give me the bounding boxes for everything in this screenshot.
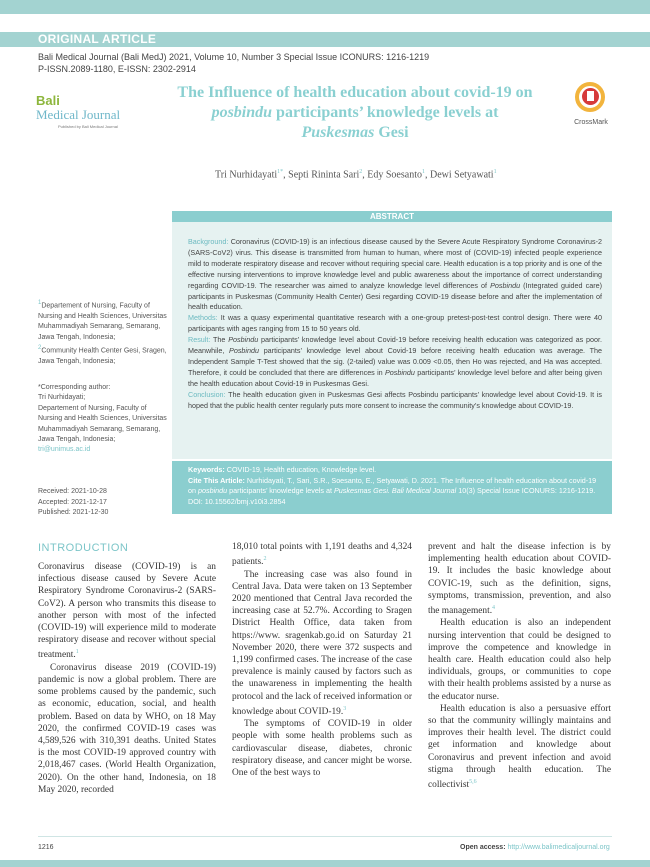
abstract-paragraph: participants’ knowledge level about Covid-19 before receiving health education was categorized as poor. Meanwhile, [188, 335, 602, 356]
body-paragraph: Health education is also an independent nursing intervention that could be designed to improve the competence and knowledge in health care. Health education could also help individuals, groups, or communities to cope with their health problems assisted by a nurse as the educator nurse. [428, 618, 611, 702]
crossmark-label: CrossMark [574, 119, 608, 126]
keywords-box [172, 461, 612, 514]
author-list: Tri Nurhidayati$^{1*}$, Septi Rininta Sari$^2$, Edy Soesanto$^1$, Dewi Setyawati$^1$ [215, 169, 497, 181]
open-access-label: Open access: [460, 844, 508, 851]
reference-sup[interactable]: 3 [343, 705, 347, 712]
author-name: Dewi Setyawati [429, 169, 494, 181]
section-label: ORIGINAL ARTICLE [38, 32, 157, 46]
body-paragraph: Health education is also a persuasive effort so that the community willingly maintains and improves their health level. The district could get information and knowledge about Coronavirus and prevent infection and avoid stigma through health education. The collectivist [428, 703, 611, 791]
body-paragraph: The increasing case was also found in Central Java. Data were taken on 13 September 2020 mentioned that Central Java recorded the increasing case at 52.7%. According to Sragen District Health Office, data taken from https://www. sragenkab.go.id on Saturday 21 November 2020, there were 372 suspects and 1,199 confirmed cases. The increase of the case prevalence is mainly caused by factors such as the unawareness in implementing the health protocol and the lack of received information or knowledge about COVID-19. [232, 569, 412, 717]
article-title [160, 83, 550, 143]
issn-line: P-ISSN.2089-1180, E-ISSN: 2302-2914 [38, 64, 196, 74]
title-part: The Influence of health education about covid-19 on [177, 84, 533, 101]
affiliation-1: Departement of Nursing, Faculty of Nursing and Health Sciences, Universitas Muhammadiyah Semarang, Semarang, Jawa Tengah, Indonesia; [38, 302, 167, 341]
section-banner [0, 32, 650, 47]
logo-subtext: Published by Bali Medical Journal [58, 124, 118, 129]
abstract-label: Result: [188, 335, 211, 345]
cite-text: participants’ knowledge levels at [227, 486, 334, 496]
corr-name: Tri Nurhidayati; [38, 394, 86, 402]
cite-text[interactable]: 10(3) Special Issue ICONURS: 1216-1219. DOI: 10.15562/bmj.v10i3.2854 [188, 486, 596, 506]
reference-sup[interactable]: 4 [492, 605, 496, 612]
abstract-heading: ABSTRACT [370, 212, 414, 221]
cite-italic: posbindu [198, 486, 228, 496]
page-number: 1216 [38, 844, 54, 851]
reference-sup[interactable]: 5,6 [469, 778, 477, 785]
open-access-link[interactable]: http://www.balimedicaljournal.org [507, 844, 610, 851]
abstract-label: Background: [188, 237, 229, 246]
abstract-italic: Posbindu [490, 280, 521, 290]
author-sup: 2 [359, 169, 363, 175]
body-paragraph: The symptoms of COVID-19 in older people with some health problems such as cardiovascular disease, diabetes, chronic respiratory disease, and cancer might be worse. One of the best ways to [232, 719, 412, 778]
abstract-italic: Posbindu [229, 346, 260, 356]
title-italic: posbindu [211, 104, 273, 121]
affiliations [38, 298, 168, 367]
abstract-paragraph: participants’ knowledge level before and after being given the health education about Covid-19 in Puskesmas Gesi. [188, 367, 602, 388]
abstract-paragraph: The health education given in Puskesmas Gesi affects Posbindu participants’ knowledge level about Covid-19. It is hoped that the public health center regularly puts more consent to increase the community’s knowledge about COVID-19. [188, 389, 602, 410]
logo-text-bottom: Medical Journal [36, 107, 121, 122]
corr-email-link[interactable]: tri@unimus.ac.id [38, 446, 91, 454]
keywords-text [188, 465, 602, 507]
abstract-paragraph: participants’ knowledge level about Covid-19 before receiving health education was average. The Independent Sample T-Test showed that the sig. (2-tailed) value was 0.009 <0.05, then Ho was rejected, and Ha was accepted. Therefore, it could be concluded that there are differences in [188, 346, 602, 377]
received-date: Received: 2021-10-28 [38, 488, 107, 495]
article-dates [38, 487, 108, 519]
abstract-label: Conclusion: [188, 389, 226, 399]
footer-divider [38, 836, 612, 837]
affil-sup: 2 [38, 344, 42, 351]
abstract-paragraph: It was a quasy experimental quantitative research with a one-group pretest-post-test control design. There were 40 participants with ages ranging from 15 to 50 years old. [188, 313, 602, 334]
introduction-heading: INTRODUCTION [38, 542, 129, 554]
body-column-2 [232, 541, 412, 779]
title-part: Gesi [374, 124, 409, 141]
journal-logo [36, 93, 136, 133]
affiliation-2: Community Health Center Gesi, Sragen, Jawa Tengah, Indonesia; [38, 347, 167, 365]
body-paragraph: Coronavirus disease (COVID-19) is an infectious disease caused by Severe Acute Respiratory Syndrome Coronavirus-2 (SARS-CoV2). A person who transmits this disease to another person with most of the infected (COVID-19) will experience mild to moderate respiratory disease and recover without special treatment. [38, 562, 216, 661]
abstract-text [188, 237, 602, 412]
author-sup: 1* [277, 169, 284, 175]
keywords-label: Keywords: [188, 465, 225, 474]
reference-sup[interactable]: 1 [75, 649, 79, 656]
crossmark-badge[interactable] [571, 82, 611, 136]
body-column-3 [428, 541, 611, 791]
affil-sup: 1 [38, 300, 42, 306]
corr-address: Departement of Nursing, Faculty of Nursing and Health Sciences, Universitas Muhammadiyah Semarang, Semarang, Jawa Tengah, Indonesia; [38, 404, 167, 444]
body-paragraph: prevent and halt the disease infection is by implementing health education about COVID-19. It includes the basic knowledge about COVIC-19, such as the definition, signs, symptoms, transmission, prevention, and also the management. [428, 542, 611, 617]
author-sup: 1 [493, 169, 497, 175]
logo-text-top: Bali [36, 93, 60, 108]
cite-label: Cite This Article: [188, 475, 245, 485]
abstract-paragraph: Coronavirus (COVID-19) is an infectious disease caused by the Severe Acute Respiratory Syndrome Coronavirus-2 (SARS-CoV2) virus. This disease is transmitted from human to human, where most of (COVID-19) infected people experience mild to moderate respiratory disease and recover without requiring special care. Health education is a top priority and is one of the effective nursing interventions to improve knowledge level and public awareness about the importance of correct understanding regarding COVID-19. The researcher was aimed to analyze knowledge level differences of [188, 237, 602, 290]
journal-citation-line: Bali Medical Journal (Bali MedJ) 2021, Volume 10, Number 3 Special Issue ICONURS: 1216-1219 [38, 52, 430, 62]
cite-text: Nurhidayati, T., Sari, S.R., Soesanto, E., Setyawati, D. 2021. The Influence of health education about covid-19 on [188, 475, 597, 496]
author-name: Tri Nurhidayati [215, 169, 278, 181]
abstract-italic: Posbindu [384, 367, 415, 377]
abstract-header [172, 211, 612, 222]
keywords-value: COVID-19, Health education, Knowledge level. [226, 465, 377, 474]
corresponding-author [38, 383, 168, 456]
title-part: participants’ knowledge levels at [272, 104, 499, 121]
reference-sup[interactable]: 2 [263, 556, 267, 563]
abstract-paragraph: The [213, 335, 229, 345]
title-italic: Puskesmas [301, 124, 375, 141]
open-access-line [460, 844, 610, 851]
body-paragraph: Coronavirus disease 2019 (COVID-19) pandemic is now a global problem. There are some problems caused by the pandemic, such as economic, education, social, and health problem. Based on data by WHO, on 18 May 2020, the confirmed COVID-19 cases was 4,589,526 with 310,391 deaths. United States is the most COVID-19 approved country with 2,018,467 cases. (World Health Organization, 2020). On the other hand, Indonesia, on 18 May 2020, recorded [38, 662, 216, 795]
crossmark-flag [587, 91, 594, 101]
author-name: Septi Rininta Sari [288, 169, 360, 181]
published-date: Published: 2021-12-30 [38, 509, 109, 517]
abstract-label: Methods: [188, 313, 218, 323]
abstract-italic: Posbindu [228, 335, 259, 345]
accepted-date: Accepted: 2021-12-17 [38, 498, 107, 506]
abstract-body [172, 222, 612, 459]
abstract-paragraph: (Integrated guided care) participants in Puskesmas (Community Health Center) Gesi regarding COVID-19 disease before and after the implementation of health education. [188, 280, 602, 312]
body-paragraph: 18,010 total points with 1,191 deaths and 4,324 patients. [232, 542, 412, 568]
author-name: Edy Soesanto [367, 169, 422, 181]
bottom-color-band [0, 860, 650, 867]
top-color-band [0, 0, 650, 14]
author-sup: 1 [421, 169, 425, 175]
body-column-1 [38, 561, 216, 796]
corr-label: *Corresponding author: [38, 384, 111, 391]
cite-italic: Puskesmas Gesi. Bali Medical Journal [334, 486, 457, 496]
